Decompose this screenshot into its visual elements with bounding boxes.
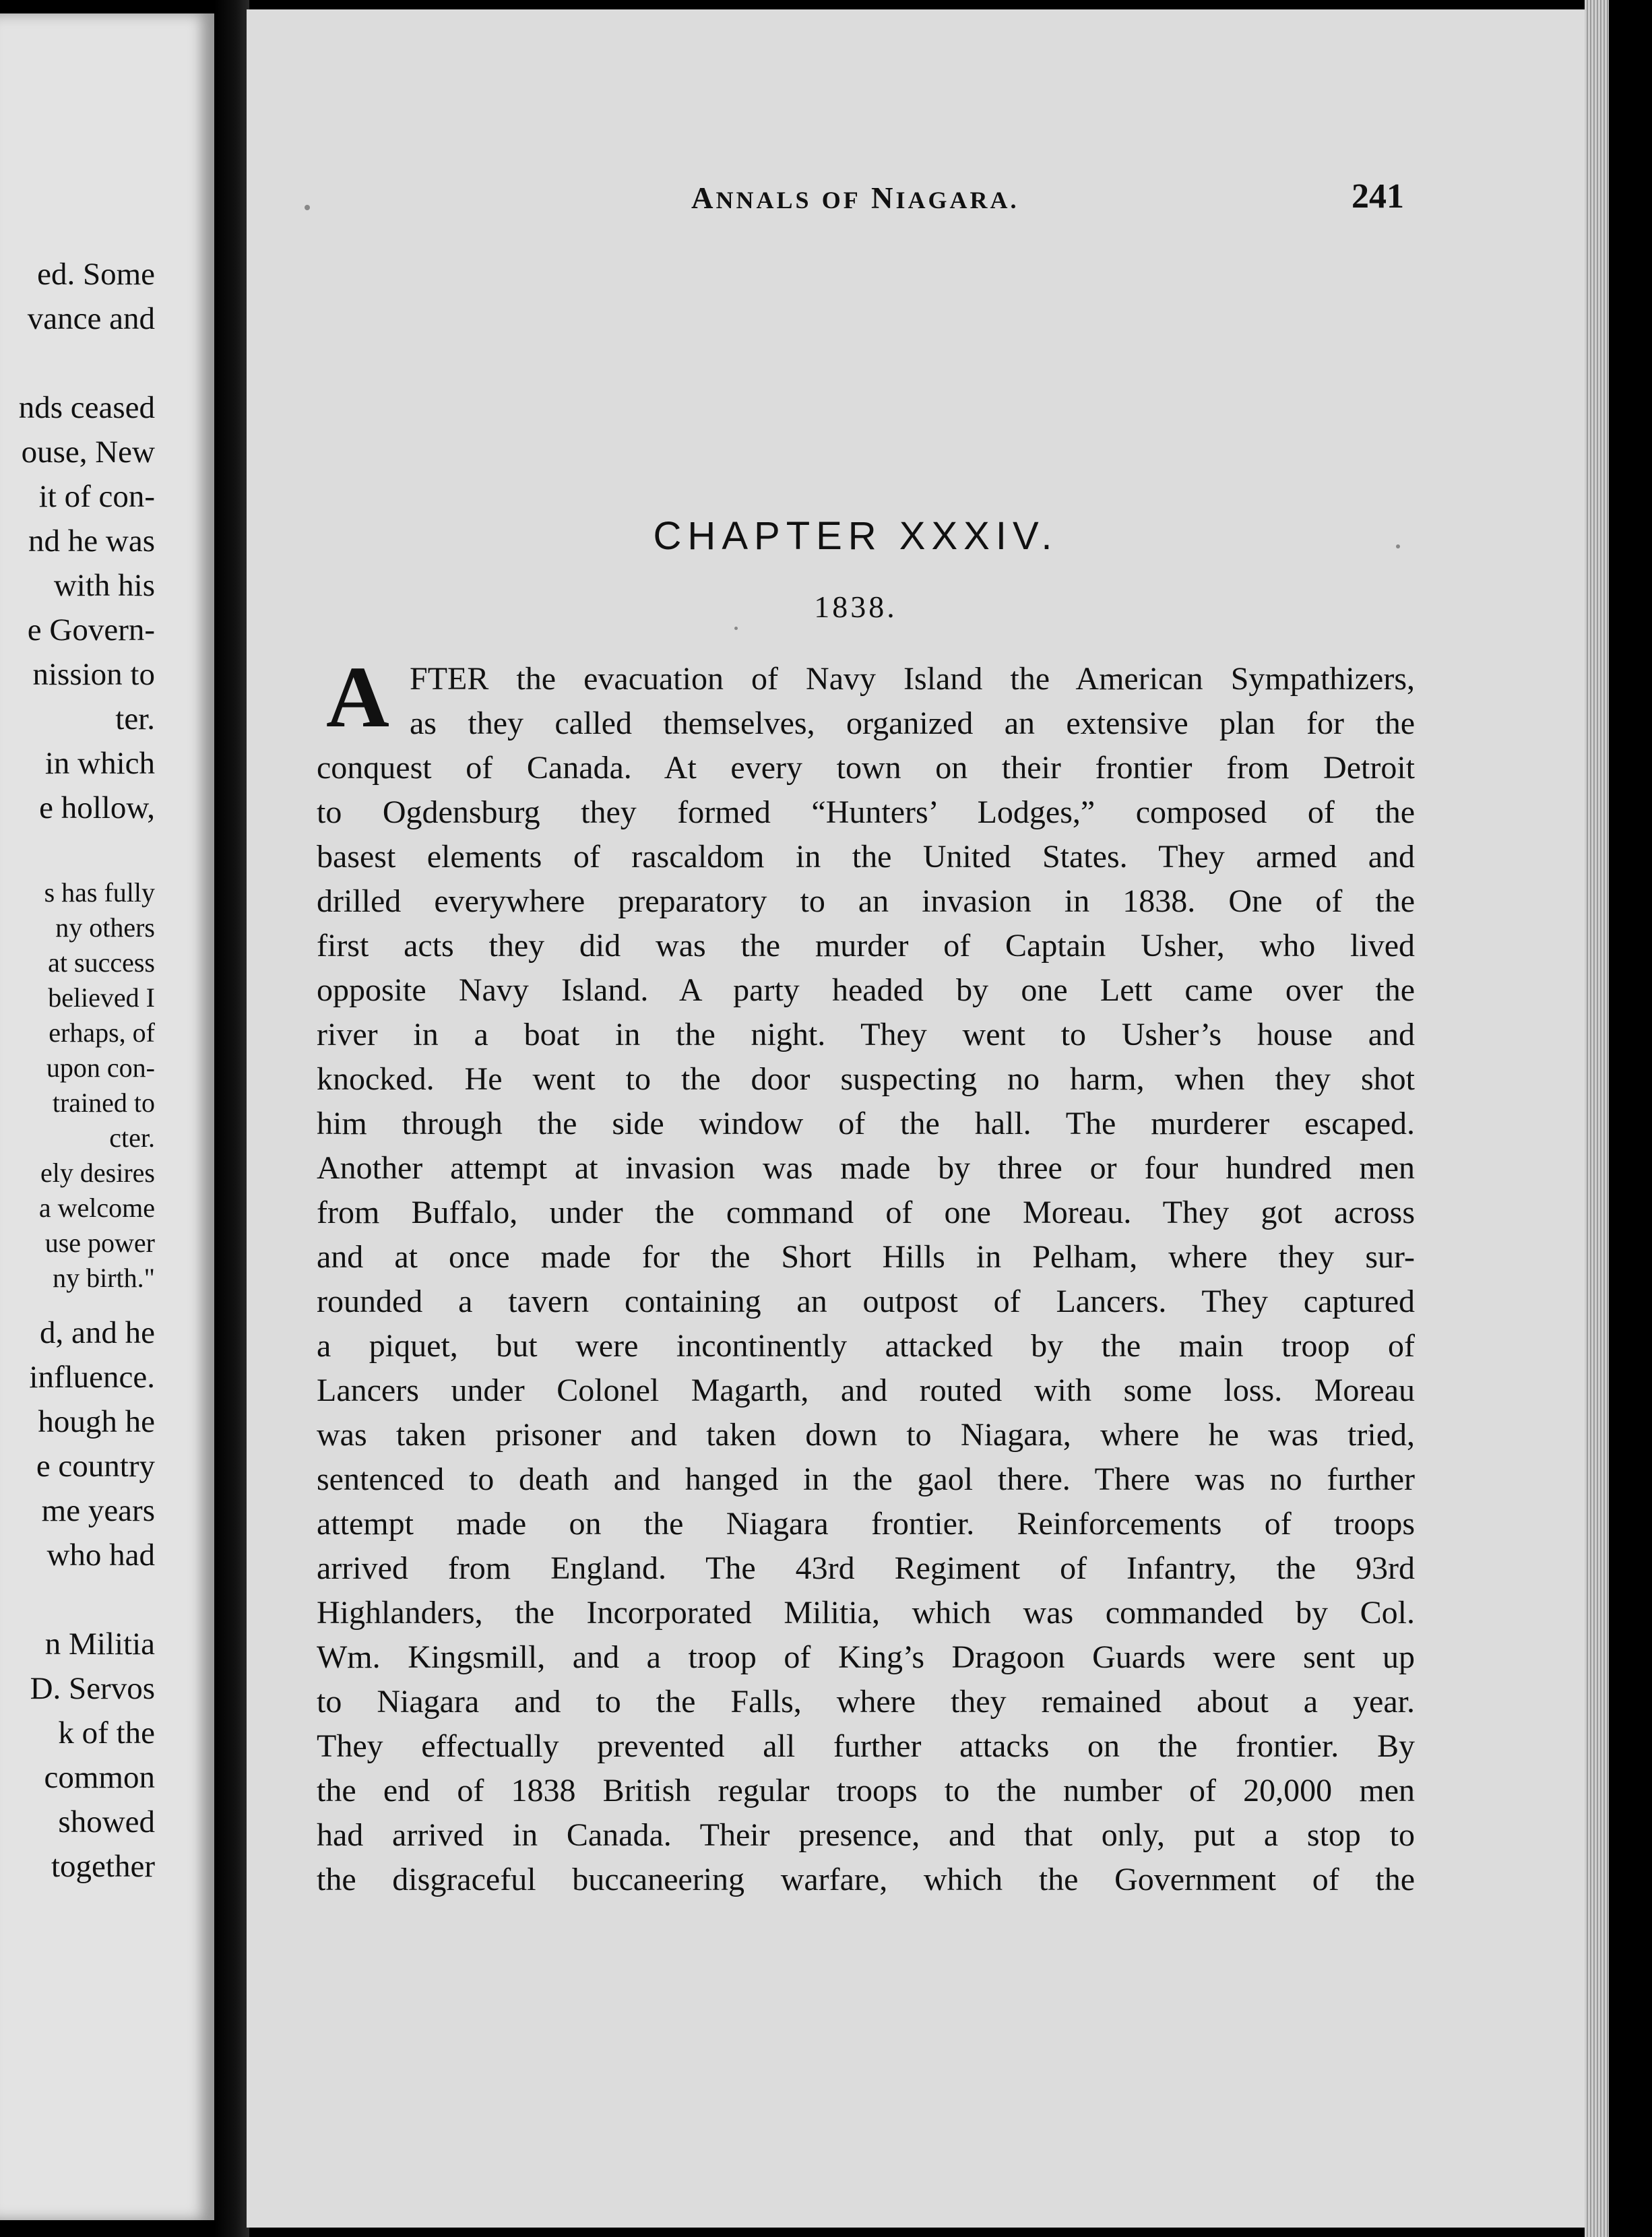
body-line: the disgraceful buccaneering warfare, which the Government of the [317, 1862, 1415, 1897]
running-head-initial: N [871, 181, 896, 215]
facing-page-line: me years [41, 1493, 155, 1528]
body-line: him through the side window of the hall. The murderer escaped. [317, 1106, 1415, 1141]
facing-page-line: a welcome [38, 1193, 155, 1223]
chapter-title: CHAPTER XXXIV. [653, 514, 1058, 558]
running-head-word: OF [821, 187, 861, 214]
body-line: a piquet, but were incontinently attacked by the main troop of [317, 1328, 1415, 1364]
body-line: Highlanders, the Incorporated Militia, which was commanded by Col. [317, 1595, 1415, 1631]
body-line: to Ogdensburg they formed “Hunters’ Lodges,” composed of the [317, 794, 1415, 830]
page-number: 241 [1352, 177, 1404, 216]
body-line: They effectually prevented all further attacks on the frontier. By [317, 1728, 1415, 1764]
body-line: conquest of Canada. At every town on their frontier from Detroit [317, 750, 1415, 786]
body-line: had arrived in Canada. Their presence, and that only, put a stop to [317, 1817, 1415, 1853]
chapter-year: 1838. [814, 590, 897, 624]
facing-page-line: showed [58, 1804, 155, 1839]
decorative-speck [734, 627, 738, 630]
facing-page-line: believed I [48, 982, 155, 1013]
facing-page-fragment [0, 13, 214, 2220]
running-head-word: IAGARA. [895, 187, 1019, 214]
facing-page-line: common [44, 1760, 155, 1795]
book-gutter [214, 0, 249, 2237]
facing-page-line: nds ceased [18, 390, 155, 425]
facing-page-line: hough he [38, 1404, 155, 1439]
body-line: Lancers under Colonel Magarth, and routed with some loss. Moreau [317, 1373, 1415, 1408]
facing-page-line: ely desires [40, 1158, 155, 1188]
facing-page-line: nission to [32, 657, 155, 692]
body-line: first acts they did was the murder of Captain Usher, who lived [317, 928, 1415, 964]
facing-page-line: s has fully [44, 877, 155, 908]
body-line: arrived from England. The 43rd Regiment of Infantry, the 93rd [317, 1550, 1415, 1586]
decorative-speck [1396, 544, 1400, 548]
facing-page-line: ed. Some [37, 257, 155, 292]
body-line: and at once made for the Short Hills in Pelham, where they sur- [317, 1239, 1415, 1275]
body-line: was taken prisoner and taken down to Niagara, where he was tried, [317, 1417, 1415, 1453]
body-line: river in a boat in the night. They went to Usher’s house and [317, 1017, 1415, 1052]
page-edges [1585, 0, 1609, 2237]
body-line: knocked. He went to the door suspecting no harm, when they shot [317, 1061, 1415, 1097]
facing-page-line: cter. [109, 1123, 155, 1153]
body-line: drilled everywhere preparatory to an invasion in 1838. One of the [317, 883, 1415, 919]
running-head-word: NNALS [716, 187, 812, 214]
body-line: FTER the evacuation of Navy Island the American Sympathizers, [410, 661, 1415, 697]
body-line: attempt made on the Niagara frontier. Reinforcements of troops [317, 1506, 1415, 1542]
facing-page-line: e country [36, 1449, 155, 1484]
drop-cap: A [326, 649, 389, 746]
page-edge-shadow [1609, 0, 1652, 2237]
facing-page-line: with his [53, 568, 155, 603]
facing-page-line: who had [46, 1538, 155, 1573]
facing-page-line: ny others [55, 912, 155, 943]
facing-page-line: vance and [27, 301, 155, 336]
facing-page-line: trained to [52, 1088, 155, 1118]
body-line: Another attempt at invasion was made by three or four hundred men [317, 1150, 1415, 1186]
body-line: as they called themselves, organized an extensive plan for the [410, 705, 1415, 741]
body-line: the end of 1838 British regular troops to the number of 20,000 men [317, 1773, 1415, 1808]
facing-page-line: nd he was [28, 524, 155, 559]
facing-page-line: erhaps, of [49, 1017, 155, 1048]
facing-page-line: ny birth." [53, 1263, 155, 1293]
facing-page-line: upon con- [46, 1052, 155, 1083]
facing-page-line: e hollow, [39, 790, 155, 825]
body-line: from Buffalo, under the command of one Moreau. They got across [317, 1195, 1415, 1230]
facing-page-line: together [51, 1849, 155, 1884]
running-head [691, 181, 1019, 216]
facing-page-line: influence. [29, 1360, 155, 1395]
facing-page-line: d, and he [40, 1315, 155, 1350]
body-line: rounded a tavern containing an outpost of Lancers. They captured [317, 1284, 1415, 1319]
facing-page-line: ter. [115, 701, 155, 736]
body-line: to Niagara and to the Falls, where they remained about a year. [317, 1684, 1415, 1720]
running-head-initial: A [691, 181, 716, 215]
facing-page-line: in which [44, 746, 155, 781]
facing-page-line: e Govern- [27, 612, 155, 648]
facing-page-line: D. Servos [30, 1671, 155, 1706]
facing-page-line: k of the [58, 1715, 155, 1751]
facing-page-line: ouse, New [21, 435, 155, 470]
body-line: sentenced to death and hanged in the gaol there. There was no further [317, 1461, 1415, 1497]
decorative-speck [305, 205, 310, 210]
body-line: opposite Navy Island. A party headed by one Lett came over the [317, 972, 1415, 1008]
body-text [317, 657, 1415, 1902]
facing-page-line: it of con- [38, 479, 155, 514]
body-line: Wm. Kingsmill, and a troop of King’s Dragoon Guards were sent up [317, 1639, 1415, 1675]
facing-page-line: n Militia [44, 1627, 155, 1662]
body-line: basest elements of rascaldom in the United States. They armed and [317, 839, 1415, 875]
facing-page-line: use power [44, 1228, 155, 1258]
facing-page-line: at success [48, 947, 155, 978]
